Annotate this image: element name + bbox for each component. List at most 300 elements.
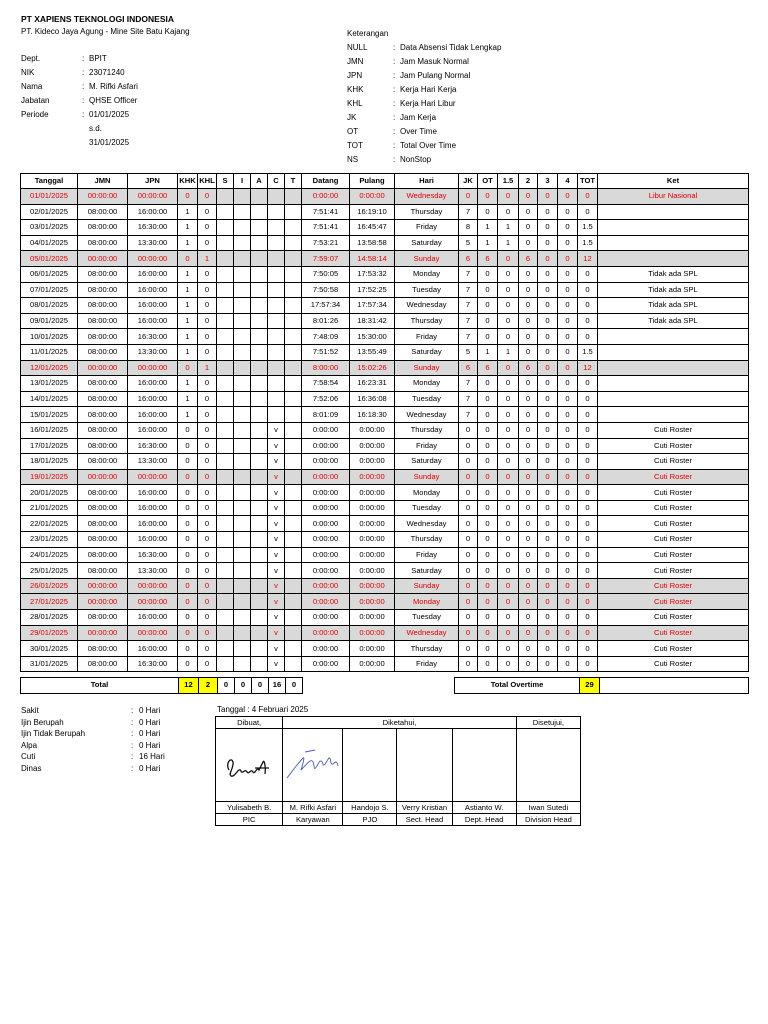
table-cell: 0 — [578, 625, 598, 641]
table-cell: Cuti Roster — [598, 594, 749, 610]
table-cell: 0 — [198, 454, 217, 470]
info-colon: : — [82, 96, 85, 105]
table-row — [21, 547, 749, 563]
legend-item: OT : Over Time — [347, 125, 501, 139]
table-cell: 0 — [178, 578, 198, 594]
table-cell: 0 — [178, 532, 198, 548]
table-cell: 00:00:00 — [128, 578, 178, 594]
table-cell: 0 — [538, 594, 558, 610]
table-cell: 16:00:00 — [128, 313, 178, 329]
table-cell: 7 — [459, 266, 478, 282]
column-header: Datang — [302, 174, 350, 189]
table-cell: 0 — [558, 625, 578, 641]
table-cell — [598, 329, 749, 345]
summary-row: Ijin Tidak Berupah : 0 Hari — [21, 729, 161, 738]
info-value: QHSE Officer — [89, 96, 138, 105]
table-cell: 30/01/2025 — [21, 641, 78, 657]
table-cell: Thursday — [395, 532, 459, 548]
table-cell: 0 — [459, 625, 478, 641]
table-cell: 0 — [498, 516, 519, 532]
table-cell: 00:00:00 — [128, 251, 178, 267]
legend-item: JMN : Jam Masuk Normal — [347, 55, 501, 69]
table-cell: v — [268, 500, 285, 516]
info-row — [21, 80, 138, 94]
table-cell: 08:00:00 — [78, 220, 128, 236]
table-cell — [251, 422, 268, 438]
table-cell: Thursday — [395, 422, 459, 438]
table-cell: 08:00:00 — [78, 454, 128, 470]
legend-title: Keterangan — [347, 29, 389, 38]
table-cell: 0 — [498, 547, 519, 563]
column-header: 1.5 — [498, 174, 519, 189]
table-row — [21, 532, 749, 548]
table-cell: 0 — [558, 547, 578, 563]
table-cell: 0 — [578, 282, 598, 298]
table-cell: 0 — [198, 407, 217, 423]
table-cell: 0:00:00 — [350, 485, 395, 501]
table-cell: 24/01/2025 — [21, 547, 78, 563]
table-cell — [217, 391, 234, 407]
table-cell: 00:00:00 — [78, 625, 128, 641]
table-cell — [217, 516, 234, 532]
table-cell: 0:00:00 — [350, 547, 395, 563]
table-cell: 0 — [558, 235, 578, 251]
table-cell: 0 — [478, 438, 498, 454]
column-header: Pulang — [350, 174, 395, 189]
table-cell: Cuti Roster — [598, 610, 749, 626]
table-cell: 0:00:00 — [302, 610, 350, 626]
table-cell: 0 — [519, 516, 538, 532]
table-cell: 0 — [558, 220, 578, 236]
table-cell: 7:52:06 — [302, 391, 350, 407]
info-row — [21, 94, 138, 108]
table-cell: 7 — [459, 282, 478, 298]
table-cell: 16:00:00 — [128, 376, 178, 392]
table-cell: 0 — [459, 454, 478, 470]
legend-code: NS — [347, 155, 359, 164]
table-cell: 00:00:00 — [128, 360, 178, 376]
table-cell: Tuesday — [395, 500, 459, 516]
table-cell: 0:00:00 — [350, 641, 395, 657]
table-cell — [268, 189, 285, 205]
table-cell: 0 — [459, 485, 478, 501]
legend-desc: NonStop — [400, 155, 432, 164]
table-cell: 08:00:00 — [78, 344, 128, 360]
table-cell: 0:00:00 — [350, 454, 395, 470]
table-cell: 0 — [578, 469, 598, 485]
table-cell: 7 — [459, 391, 478, 407]
table-cell: 0:00:00 — [350, 610, 395, 626]
table-cell: 1 — [178, 376, 198, 392]
table-cell — [234, 189, 251, 205]
table-cell: 0 — [498, 204, 519, 220]
table-row — [21, 235, 749, 251]
table-cell — [285, 344, 302, 360]
table-cell: v — [268, 578, 285, 594]
table-cell: 08:00:00 — [78, 641, 128, 657]
table-cell: 0 — [478, 422, 498, 438]
table-cell: 16:00:00 — [128, 422, 178, 438]
table-cell: 0 — [538, 313, 558, 329]
table-cell: 1 — [178, 220, 198, 236]
table-cell: 08:00:00 — [78, 282, 128, 298]
info-value: M. Rifki Asfari — [89, 82, 138, 91]
table-cell — [217, 610, 234, 626]
table-cell: 08:00:00 — [78, 485, 128, 501]
table-cell: 08:00:00 — [78, 500, 128, 516]
table-cell: 7:50:05 — [302, 266, 350, 282]
table-cell: 0 — [538, 329, 558, 345]
table-cell: 12 — [578, 251, 598, 267]
table-cell — [217, 641, 234, 657]
table-cell: 0 — [198, 610, 217, 626]
table-cell — [268, 376, 285, 392]
table-cell: 16:00:00 — [128, 641, 178, 657]
table-cell — [285, 547, 302, 563]
table-cell: 0 — [478, 376, 498, 392]
table-cell — [268, 298, 285, 314]
table-cell: 08:00:00 — [78, 563, 128, 579]
table-cell — [217, 189, 234, 205]
table-cell: 0 — [519, 485, 538, 501]
legend-code: KHK — [347, 85, 364, 94]
table-cell: 08:00:00 — [78, 298, 128, 314]
table-cell: 0 — [198, 656, 217, 672]
legend-code: JK — [347, 113, 357, 122]
total-overtime-row — [454, 677, 749, 694]
table-cell: Cuti Roster — [598, 547, 749, 563]
table-cell: 0 — [198, 391, 217, 407]
table-cell: v — [268, 641, 285, 657]
table-cell — [217, 298, 234, 314]
table-cell: 0 — [519, 454, 538, 470]
total-s: 0 — [218, 678, 235, 694]
info-row — [21, 122, 138, 136]
legend-code: TOT — [347, 141, 363, 150]
table-row — [21, 313, 749, 329]
table-cell: 0 — [478, 298, 498, 314]
table-cell — [234, 500, 251, 516]
table-cell — [251, 578, 268, 594]
table-cell: 0 — [558, 516, 578, 532]
table-cell: 16:00:00 — [128, 485, 178, 501]
table-cell — [234, 547, 251, 563]
table-cell: 0 — [198, 220, 217, 236]
signer-name: Handojo S. — [343, 802, 397, 814]
table-cell: 0 — [538, 407, 558, 423]
legend-code: OT — [347, 127, 359, 136]
table-cell — [251, 235, 268, 251]
table-cell: 0 — [578, 407, 598, 423]
table-cell: 16:00:00 — [128, 391, 178, 407]
info-colon: : — [82, 110, 85, 119]
table-cell: 0 — [558, 204, 578, 220]
table-cell: 0:00:00 — [350, 422, 395, 438]
table-cell: 13:30:00 — [128, 235, 178, 251]
table-cell — [234, 625, 251, 641]
table-cell: 0 — [198, 547, 217, 563]
table-cell — [598, 204, 749, 220]
table-cell — [251, 344, 268, 360]
legend-desc: Data Absensi Tidak Lengkap — [400, 43, 502, 52]
table-cell: 0 — [478, 266, 498, 282]
table-cell: v — [268, 422, 285, 438]
legend-desc: Jam Masuk Normal — [400, 57, 469, 66]
table-cell: 0 — [558, 298, 578, 314]
table-cell: Saturday — [395, 563, 459, 579]
table-cell: 7:58:54 — [302, 376, 350, 392]
table-cell: 07/01/2025 — [21, 282, 78, 298]
leave-summary — [21, 705, 165, 774]
table-cell: 0:00:00 — [302, 563, 350, 579]
table-cell — [251, 547, 268, 563]
table-cell: 09/01/2025 — [21, 313, 78, 329]
table-cell: 08:00:00 — [78, 204, 128, 220]
table-cell — [217, 547, 234, 563]
table-cell: Saturday — [395, 344, 459, 360]
table-cell: 15:02:26 — [350, 360, 395, 376]
table-cell: 19/01/2025 — [21, 469, 78, 485]
info-value: s.d. — [89, 124, 102, 133]
signer-names-row — [216, 802, 581, 814]
table-cell: 0 — [178, 422, 198, 438]
table-cell: 16:00:00 — [128, 610, 178, 626]
table-cell: 13:30:00 — [128, 454, 178, 470]
table-cell: 16:36:08 — [350, 391, 395, 407]
info-colon: : — [82, 68, 85, 77]
table-cell: 20/01/2025 — [21, 485, 78, 501]
table-cell: 27/01/2025 — [21, 594, 78, 610]
table-cell: 0 — [178, 485, 198, 501]
table-cell: Cuti Roster — [598, 532, 749, 548]
table-cell: 0 — [178, 438, 198, 454]
table-cell: 0 — [578, 438, 598, 454]
table-cell: 08:00:00 — [78, 610, 128, 626]
legend-item: NULL : Data Absensi Tidak Lengkap — [347, 41, 501, 55]
table-row — [21, 376, 749, 392]
table-cell: 0 — [538, 610, 558, 626]
table-cell: 0 — [478, 656, 498, 672]
table-cell: 0 — [538, 500, 558, 516]
table-cell: Cuti Roster — [598, 422, 749, 438]
table-cell — [285, 438, 302, 454]
table-cell: 0 — [459, 516, 478, 532]
table-cell: 26/01/2025 — [21, 578, 78, 594]
table-cell: 08:00:00 — [78, 532, 128, 548]
table-cell — [598, 407, 749, 423]
table-cell: 0 — [478, 313, 498, 329]
table-cell: 1.5 — [578, 220, 598, 236]
table-cell: 16:00:00 — [128, 500, 178, 516]
table-cell — [234, 282, 251, 298]
table-cell — [285, 189, 302, 205]
table-cell: 0:00:00 — [350, 469, 395, 485]
table-cell: 08:00:00 — [78, 516, 128, 532]
table-cell: 08:00:00 — [78, 235, 128, 251]
table-cell: 0 — [178, 189, 198, 205]
table-cell: v — [268, 516, 285, 532]
table-cell — [285, 391, 302, 407]
table-cell: 0:00:00 — [350, 516, 395, 532]
table-cell: 6 — [519, 360, 538, 376]
column-header: KHK — [178, 174, 198, 189]
table-cell: 11/01/2025 — [21, 344, 78, 360]
table-cell: 18/01/2025 — [21, 454, 78, 470]
table-cell: 0 — [459, 563, 478, 579]
table-cell: 0 — [178, 625, 198, 641]
legend-desc: Jam Kerja — [400, 113, 437, 122]
table-cell — [285, 578, 302, 594]
table-cell: 0 — [519, 578, 538, 594]
table-cell: 00:00:00 — [78, 469, 128, 485]
legend-desc: Kerja Hari Libur — [400, 99, 456, 108]
table-cell: 16/01/2025 — [21, 422, 78, 438]
table-cell — [251, 189, 268, 205]
table-cell: 16:30:00 — [128, 438, 178, 454]
table-cell: 0 — [538, 360, 558, 376]
table-cell: 0 — [558, 360, 578, 376]
info-row — [21, 66, 138, 80]
table-cell: 0 — [498, 266, 519, 282]
table-cell: Monday — [395, 266, 459, 282]
info-value: 01/01/2025 — [89, 110, 130, 119]
table-cell — [268, 235, 285, 251]
table-cell: 0 — [478, 454, 498, 470]
table-cell: 0 — [578, 204, 598, 220]
table-cell — [217, 313, 234, 329]
table-cell: 0 — [198, 266, 217, 282]
table-cell: Cuti Roster — [598, 578, 749, 594]
table-cell: 0 — [578, 500, 598, 516]
table-cell — [234, 422, 251, 438]
summary-row: Alpa : 0 Hari — [21, 740, 161, 750]
table-cell: v — [268, 438, 285, 454]
table-cell: 17:57:34 — [302, 298, 350, 314]
table-cell: 1 — [178, 313, 198, 329]
table-cell: 0 — [198, 313, 217, 329]
table-cell: 16:30:00 — [128, 329, 178, 345]
table-cell: 0 — [498, 376, 519, 392]
table-cell — [234, 251, 251, 267]
table-cell: 1 — [198, 251, 217, 267]
table-cell: 0 — [178, 610, 198, 626]
table-cell: Monday — [395, 594, 459, 610]
table-cell: 0:00:00 — [350, 189, 395, 205]
table-cell: 16:00:00 — [128, 532, 178, 548]
table-cell: v — [268, 594, 285, 610]
table-cell: Cuti Roster — [598, 500, 749, 516]
column-header: 2 — [519, 174, 538, 189]
table-cell: 0 — [478, 532, 498, 548]
table-cell: 0 — [519, 500, 538, 516]
table-cell — [251, 500, 268, 516]
table-cell: Friday — [395, 220, 459, 236]
table-cell: 8:01:09 — [302, 407, 350, 423]
table-cell: 0 — [198, 563, 217, 579]
table-cell: Sunday — [395, 578, 459, 594]
dibuat-label: Dibuat, — [216, 717, 283, 729]
signature-pic — [216, 729, 283, 802]
table-cell — [251, 220, 268, 236]
table-cell: 8:01:26 — [302, 313, 350, 329]
table-row — [21, 266, 749, 282]
table-cell: 00:00:00 — [78, 360, 128, 376]
table-cell: 17:52:25 — [350, 282, 395, 298]
info-label: Periode — [21, 110, 49, 119]
table-cell: 21/01/2025 — [21, 500, 78, 516]
column-header: A — [251, 174, 268, 189]
table-cell: 0 — [198, 641, 217, 657]
info-value: BPIT — [89, 54, 107, 63]
table-cell — [234, 220, 251, 236]
table-cell — [285, 532, 302, 548]
table-row — [21, 282, 749, 298]
table-cell: 7 — [459, 376, 478, 392]
table-cell: 0 — [578, 656, 598, 672]
table-cell — [217, 594, 234, 610]
table-cell — [217, 407, 234, 423]
table-cell — [217, 220, 234, 236]
table-cell: 0 — [478, 189, 498, 205]
table-cell: 7:51:41 — [302, 204, 350, 220]
table-cell: 0:00:00 — [350, 594, 395, 610]
table-cell: 15:30:00 — [350, 329, 395, 345]
column-header: Hari — [395, 174, 459, 189]
table-cell — [251, 251, 268, 267]
table-cell: 0 — [519, 220, 538, 236]
table-cell — [251, 282, 268, 298]
table-cell — [251, 563, 268, 579]
table-cell — [251, 298, 268, 314]
table-cell — [217, 235, 234, 251]
table-cell — [234, 391, 251, 407]
table-cell — [285, 220, 302, 236]
table-cell: 0 — [478, 578, 498, 594]
table-cell: 0 — [478, 625, 498, 641]
table-cell — [598, 360, 749, 376]
table-cell: 0 — [519, 376, 538, 392]
table-cell: Tidak ada SPL — [598, 266, 749, 282]
table-row — [21, 454, 749, 470]
table-cell: 14/01/2025 — [21, 391, 78, 407]
table-row — [21, 610, 749, 626]
table-cell — [251, 532, 268, 548]
table-cell — [285, 376, 302, 392]
table-cell: 08:00:00 — [78, 329, 128, 345]
table-cell: 0 — [498, 329, 519, 345]
table-cell: 0:00:00 — [350, 656, 395, 672]
table-cell — [234, 204, 251, 220]
table-cell — [251, 360, 268, 376]
table-cell: 0 — [578, 516, 598, 532]
table-cell — [285, 266, 302, 282]
table-cell: 0 — [178, 656, 198, 672]
table-cell: 10/01/2025 — [21, 329, 78, 345]
table-cell — [234, 563, 251, 579]
table-cell — [217, 266, 234, 282]
table-cell — [598, 376, 749, 392]
table-cell: Cuti Roster — [598, 656, 749, 672]
table-cell: 0 — [558, 532, 578, 548]
table-cell: 0 — [519, 204, 538, 220]
table-cell — [285, 610, 302, 626]
legend-item: KHK : Kerja Hari Kerja — [347, 83, 501, 97]
info-label: NIK — [21, 68, 35, 77]
table-cell: 1 — [178, 344, 198, 360]
table-cell: 1 — [498, 220, 519, 236]
table-cell: Thursday — [395, 641, 459, 657]
table-cell: 0 — [519, 282, 538, 298]
